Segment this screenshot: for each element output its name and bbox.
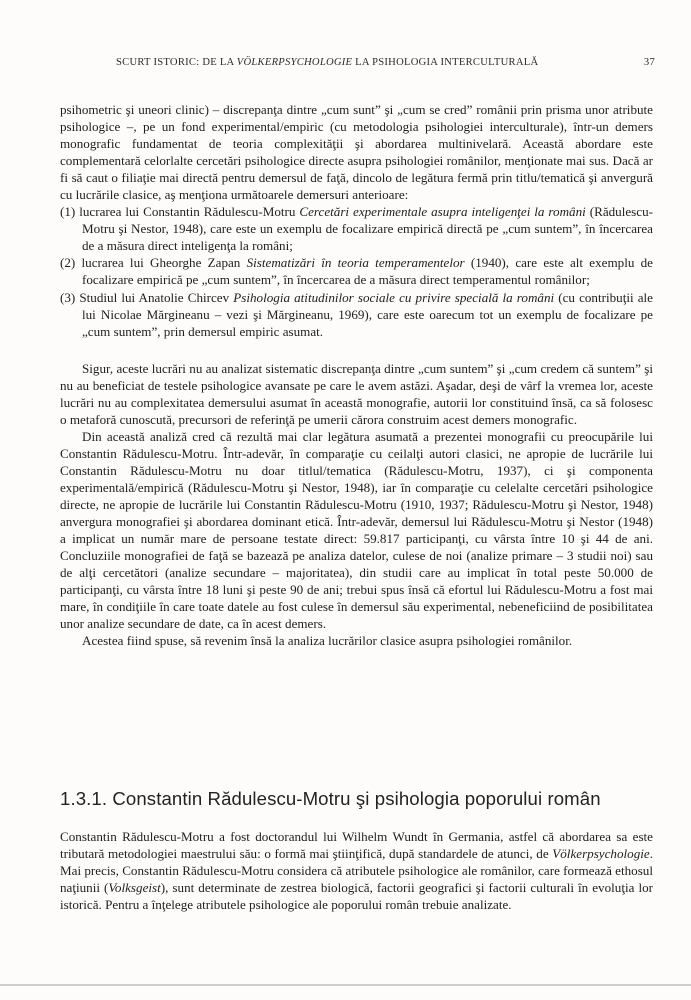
section-heading: 1.3.1. Constantin Rădulescu-Motru şi psihologia poporului român bbox=[60, 788, 601, 809]
paragraph: Din această analiză cred că rezultă mai clar legătura asumată a prezentei monografii cu preocupările lui Constantin Rădulescu-Motru. Într-adevăr, în comparaţie cu ceilalţi autori clasici, ne apropie de lucrările lui Constantin Rădulescu-Motru nu doar titlul/tematica (Rădulescu-Motru, 1937), ci şi componenta experimentală/empirică (Rădulescu-Motru şi Nestor, 1948), iar în comparaţie cu celelalte cercetări psihologice directe, ne apropie de lucrările lui Constantin Rădulescu-Motru (1910, 1937; Rădulescu-Motru şi Nestor, 1948) anvergura monografiei şi abordarea dominant etică. Într-adevăr, demersul lui Rădulescu-Motru şi Nestor (1948) a implicat un număr mare de persoane testate direct: 59.817 participanţi, cu vârsta între 10 şi 44 de ani. Concluziile monografiei de faţă se bazează pe analiza datelor, culese de noi (analize primare – 3 studii noi) sau de alţi cercetători (analize secundare – majoritatea), din studii care au implicat în total peste 50.000 de participanţi, cu vârsta între 18 luni şi peste 90 de ani; trebui spus însă că efortul lui Rădulescu-Motru a fost mai mare, în condiţiile în care toate datele au fost culese în demersul său experimental, nebeneficiind de posibilitatea unor analize secundare de date, ca în acest demers. bbox=[60, 428, 653, 632]
running-head bbox=[60, 57, 655, 68]
section-body-text bbox=[60, 828, 653, 913]
paragraph: Constantin Rădulescu-Motru a fost doctorandul lui Wilhelm Wundt în Germania, astfel că abordarea sa este tributară metodologiei maestrului său: o formă mai ştiinţifică, după standardele de atunci, de Völkerpsychologie. Mai precis, Constantin Rădulescu-Motru considera că atributele psihologice ale românilor, care formează ethosul naţiunii (Volksgeist), sunt determinate de zestrea biologică, factorii geografici şi factorii culturali în evoluţia lor istorică. Pentru a înţelege atributele psihologice ale poporului român trebuie analizate. bbox=[60, 829, 653, 913]
list-item: (3) Studiul lui Anatolie Chircev Psihologia atitudinilor sociale cu privire specială la români (cu contribuţii ale lui Nicolae Mărgineanu – vezi şi Mărgineanu, 1969), care este oarecum tot un exemplu de focalizare pe „cum suntem”, prin demersul empiric asumat. bbox=[60, 289, 653, 339]
list-item: (1) lucrarea lui Constantin Rădulescu-Motru Cercetări experimentale asupra inteligenţei la români (Rădulescu-Motru şi Nestor, 1948), care este un exemplu de focalizare empirică directă pe „cum suntem”, în încercarea de a măsura direct inteligenţa la români; bbox=[60, 204, 653, 254]
paragraph: Acestea fiind spuse, să revenim însă la analiza lucrărilor clasice asupra psihologiei românilor. bbox=[82, 633, 573, 649]
running-title: SCURT ISTORIC: DE LA VÖLKERPSYCHOLOGIE LA PSIHOLOGIA INTERCULTURALĂ bbox=[116, 57, 539, 68]
list-item: (2) lucrarea lui Gheorghe Zapan Sistematizări în teoria temperamentelor (1940), care este alt exemplu de focalizare empirică pe „cum suntem”, în încercarea de a măsura direct temperamentul românilor; bbox=[60, 255, 653, 288]
body-text bbox=[60, 101, 653, 649]
enumerated-list bbox=[60, 203, 653, 339]
paragraph: Sigur, aceste lucrări nu au analizat sistematic discrepanţa dintre „cum suntem” şi „cum credem că suntem” şi nu au beneficiat de testele psihologice avansate pe care le avem astăzi. Aşadar, deşi de vârf la vremea lor, aceste lucrări nu au complexitatea demersului asumat în această monografie, autorii lor constituind însă, ca să folosesc o metaforă cunoscută, precursori de referinţă pe umerii cărora construim acest demers monografic. bbox=[60, 360, 653, 427]
page-number: 37 bbox=[643, 57, 655, 68]
paragraph: psihometric şi uneori clinic) – discrepanţa dintre „cum sunt” şi „cum se cred” românii prin prisma unor atribute psihologice –, pe un fond experimental/empiric (cu metodologia psihologiei interculturale), într-un demers monografic fundamentat de teoria complexităţii şi abordarea multinivelară. Această abordare este complementară celorlalte cercetări psihologice directe asupra psihologiei românilor, menţionate mai sus. Dacă ar fi să caut o filiaţie mai directă pentru demersul de faţă, dincolo de legătura fermă prin titlu/tematică şi anvergură cu lucrările clasice, aş menţiona următoarele demersuri anterioare: bbox=[60, 102, 653, 203]
page-bottom-edge bbox=[0, 984, 691, 986]
